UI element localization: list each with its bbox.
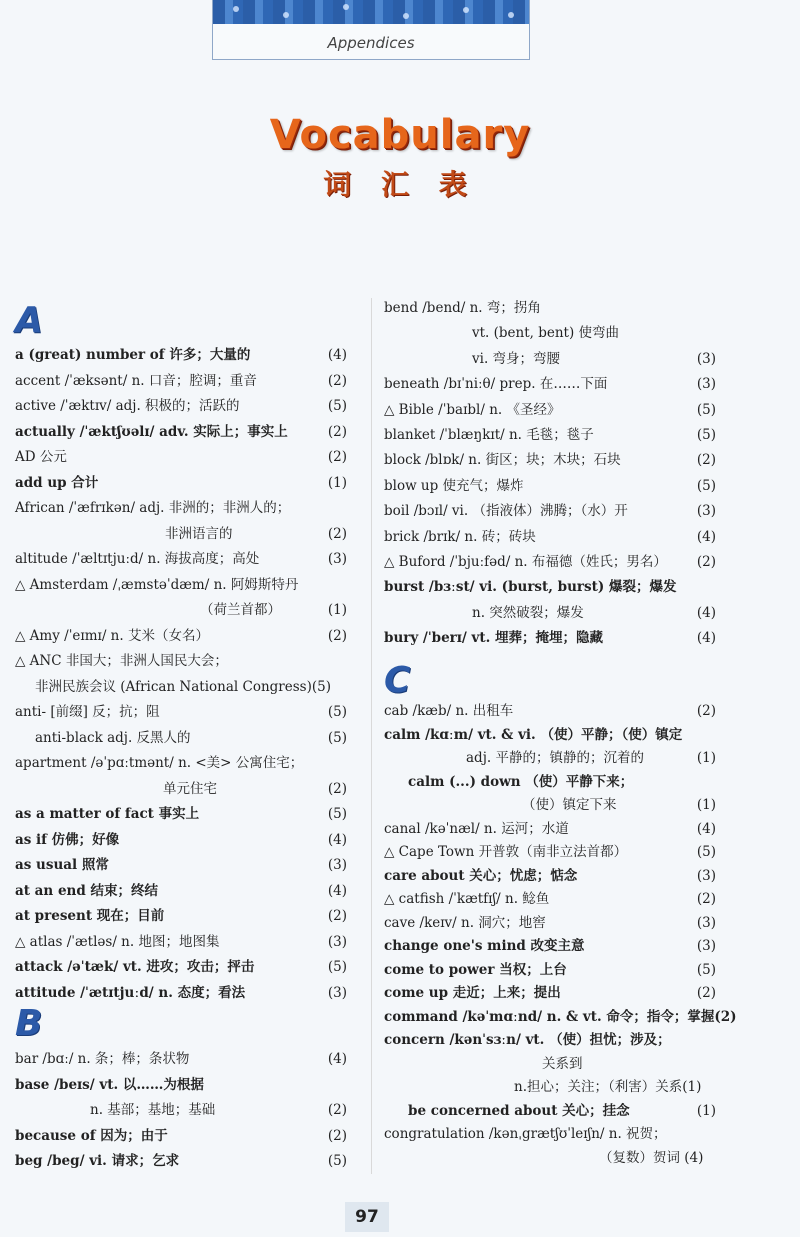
vocab-entry <box>384 1053 716 1075</box>
entry-text: bend /bend/ n. 弯；拐角 <box>384 300 541 316</box>
page-title: Vocabulary <box>269 112 531 158</box>
entry-text: a (great) number of 许多；大量的 <box>15 347 251 363</box>
vocab-entry <box>384 322 716 344</box>
entry-text: calm (...) down （使）平静下来； <box>408 773 634 790</box>
entry-unit-number: (4) <box>327 347 347 363</box>
vocab-entry <box>384 424 716 446</box>
entry-text: 非洲语言的 <box>165 525 233 542</box>
vocab-entry <box>384 888 716 910</box>
vocab-entry <box>15 880 347 902</box>
page-subtitle: 词 汇 表 <box>323 168 477 201</box>
vocab-entry <box>384 982 716 1004</box>
entry-text: African /ˈæfrɪkən/ adj. 非洲的；非洲人的； <box>15 500 291 516</box>
vocab-entry <box>15 497 347 519</box>
entry-unit-number: (3) <box>696 350 716 367</box>
vocab-entry <box>15 1099 347 1121</box>
vocab-entry <box>15 956 347 978</box>
entry-unit-number: (2) <box>327 780 347 797</box>
entry-unit-number: (2) <box>327 372 347 389</box>
vocab-entry <box>384 794 716 816</box>
entry-unit-number: (5) <box>327 729 347 746</box>
page-number: 97 <box>345 1202 389 1232</box>
entry-text: actually /ˈæktʃʊəlɪ/ adv. 实际上；事实上 <box>15 423 288 440</box>
entry-text: △ Bible /ˈbaɪbl/ n. 《圣经》 <box>384 401 561 418</box>
vocab-entry <box>15 446 347 468</box>
entry-text: at present 现在；目前 <box>15 908 165 924</box>
entry-unit-number: (1) <box>327 602 347 618</box>
entry-unit-number: (2) <box>696 554 716 570</box>
entry-text: △ Buford /ˈbjuːfəd/ n. 布福德（姓氏；男名） <box>384 554 667 570</box>
vocab-entry <box>15 395 347 417</box>
vocab-entry <box>15 650 347 672</box>
entry-text: n.担心；关注；（利害）关系(1) <box>514 1079 702 1095</box>
entry-unit-number: (4) <box>327 882 347 899</box>
entry-text: block /blɒk/ n. 街区；块；木块；石块 <box>384 452 621 469</box>
entry-unit-number: (4) <box>327 831 347 848</box>
entry-text: command /kəˈmɑːnd/ n. & vt. 命令；指令；掌握(2) <box>384 1008 737 1025</box>
vocab-entry <box>15 344 347 366</box>
entry-unit-number: (1) <box>696 797 716 813</box>
entry-unit-number: (5) <box>327 1153 347 1169</box>
entry-text: cave /keɪv/ n. 洞穴；地窖 <box>384 914 546 931</box>
entry-text: △ Cape Town 开普敦（南非立法首都） <box>384 844 628 860</box>
entry-text: base /beɪs/ vt. 以……为根据 <box>15 1076 204 1093</box>
vocab-entry <box>15 1150 347 1172</box>
column-divider <box>371 298 372 1174</box>
vocab-entry <box>384 551 716 573</box>
entry-unit-number: (3) <box>327 857 347 873</box>
entry-unit-number: (3) <box>696 867 716 884</box>
entry-text: accent /ˈæksənt/ n. 口音；腔调；重音 <box>15 372 257 389</box>
entry-unit-number: (4) <box>696 630 716 647</box>
vocab-entry <box>384 747 716 769</box>
entry-unit-number: (2) <box>696 985 716 1001</box>
vocab-entry <box>384 959 716 981</box>
entry-text: be concerned about 关心；挂念 <box>408 1102 630 1119</box>
vocab-entry <box>384 1006 737 1028</box>
entry-text: cab /kæb/ n. 出租车 <box>384 703 514 719</box>
entry-unit-number: (3) <box>696 503 716 520</box>
vocab-entry <box>15 905 347 927</box>
entry-text: come up 走近；上来；提出 <box>384 985 561 1001</box>
entry-unit-number: (5) <box>327 806 347 822</box>
entry-unit-number: (2) <box>696 891 716 907</box>
vocab-entry <box>384 1076 716 1098</box>
vocab-entry <box>384 373 716 395</box>
entry-unit-number: (3) <box>327 984 347 1001</box>
entry-unit-number: (5) <box>327 704 347 720</box>
vocab-entry <box>384 475 716 497</box>
vocab-entry <box>384 526 716 548</box>
bubble-decoration <box>283 12 289 18</box>
entry-text: blow up 使充气；爆炸 <box>384 477 524 494</box>
vocab-entry <box>15 931 347 953</box>
vocab-entry <box>15 701 347 723</box>
vocab-entry <box>384 449 716 471</box>
entry-text: altitude /ˈæltɪtjuːd/ n. 海拔高度；高处 <box>15 551 260 567</box>
vocab-entry <box>15 574 347 596</box>
entry-text: attitude /ˈætɪtjuːd/ n. 态度；看法 <box>15 984 246 1001</box>
vocab-entry <box>15 1074 347 1096</box>
vocab-entry <box>384 399 716 421</box>
entry-text: because of 因为；由于 <box>15 1127 168 1144</box>
entry-unit-number: (5) <box>327 959 347 975</box>
entry-unit-number: (5) <box>696 477 716 494</box>
entry-text: AD 公元 <box>15 449 67 465</box>
vocab-entry <box>15 676 347 698</box>
header-texture-band <box>213 0 529 24</box>
entry-text: brick /brɪk/ n. 砖；砖块 <box>384 528 536 545</box>
entry-text: vi. 弯身；弯腰 <box>472 350 561 367</box>
entry-unit-number: (2) <box>696 452 716 469</box>
entry-text: △ atlas /ˈætləs/ n. 地图；地图集 <box>15 933 220 950</box>
entry-text: active /ˈæktɪv/ adj. 积极的；活跃的 <box>15 398 240 414</box>
vocab-entry <box>384 627 716 649</box>
entry-unit-number: (3) <box>696 938 716 954</box>
vocab-entry <box>15 982 347 1004</box>
vocab-entry <box>15 625 347 647</box>
entry-text: △ ANC 非国大；非洲人国民大会； <box>15 653 228 669</box>
entry-text: calm /kɑːm/ vt. & vi. （使）平静；（使）镇定 <box>384 726 683 743</box>
vocab-entry <box>15 523 347 545</box>
vocab-entry <box>15 1048 347 1070</box>
entry-unit-number: (2) <box>327 423 347 440</box>
vocab-entry <box>384 700 716 722</box>
entry-unit-number: (4) <box>696 528 716 545</box>
entry-text: come to power 当权；上台 <box>384 961 567 978</box>
entry-text: n. 突然破裂；爆发 <box>472 604 584 621</box>
entry-text: beneath /bɪˈniːθ/ prep. 在……下面 <box>384 376 608 393</box>
vocab-entry <box>384 865 716 887</box>
entry-text: beg /beg/ vi. 请求；乞求 <box>15 1153 180 1169</box>
appendices-header-tab <box>212 0 530 60</box>
entry-text: △ Amsterdam /ˌæmstəˈdæm/ n. 阿姆斯特丹 <box>15 576 299 593</box>
entry-unit-number: (2) <box>327 627 347 644</box>
entry-unit-number: (5) <box>696 427 716 443</box>
entry-text: congratulation /kənˌgrætʃʊˈleɪʃn/ n. 祝贺； <box>384 1126 667 1142</box>
entry-text: care about 关心；忧虑；惦念 <box>384 867 578 884</box>
entry-unit-number: (3) <box>327 933 347 950</box>
entry-text: （复数）贺词 (4) <box>599 1149 704 1166</box>
vocab-entry <box>15 472 347 494</box>
bubble-decoration <box>233 6 239 12</box>
entry-text: add up 合计 <box>15 474 99 491</box>
bubble-decoration <box>463 7 469 13</box>
entry-text: △ Amy /ˈeɪmɪ/ n. 艾米（女名） <box>15 627 209 644</box>
bubble-decoration <box>508 12 514 18</box>
vocab-entry <box>15 421 347 443</box>
section-letter-a: A <box>15 300 43 341</box>
entry-text: canal /kəˈnæl/ n. 运河；水道 <box>384 820 569 837</box>
vocab-entry <box>15 829 347 851</box>
vocab-entry <box>15 727 347 749</box>
vocab-entry <box>384 1123 716 1145</box>
vocab-entry <box>384 1147 716 1169</box>
entry-text: apartment /əˈpɑːtmənt/ n. <美> 公寓住宅； <box>15 755 304 771</box>
entry-text: vt. (bent, bent) 使弯曲 <box>472 325 620 342</box>
entry-text: bury /ˈberɪ/ vt. 埋葬；掩埋；隐藏 <box>384 630 604 647</box>
bubble-decoration <box>343 4 349 10</box>
vocab-entry <box>15 548 347 570</box>
entry-text: anti-black adj. 反黑人的 <box>35 729 191 746</box>
entry-unit-number: (2) <box>327 908 347 924</box>
entry-text: adj. 平静的；镇静的；沉着的 <box>466 750 644 766</box>
vocab-entry <box>15 1125 347 1147</box>
entry-text: 非洲民族会议 (African National Congress)(5) <box>35 678 331 695</box>
vocab-entry <box>15 803 347 825</box>
entry-unit-number: (5) <box>327 398 347 414</box>
entry-unit-number: (4) <box>696 820 716 837</box>
entry-unit-number: (2) <box>327 449 347 465</box>
entry-unit-number: (4) <box>696 604 716 621</box>
entry-text: at an end 结束；终结 <box>15 882 158 899</box>
vocab-entry <box>384 841 716 863</box>
vocab-entry <box>15 854 347 876</box>
entry-unit-number: (1) <box>327 474 347 491</box>
vocab-entry <box>384 771 716 793</box>
entry-unit-number: (4) <box>327 1051 347 1067</box>
vocab-entry <box>384 724 716 746</box>
vocab-entry <box>384 348 716 370</box>
entry-unit-number: (3) <box>327 551 347 567</box>
entry-text: （使）镇定下来 <box>522 797 617 813</box>
section-letter-b: B <box>15 1003 43 1044</box>
entry-unit-number: (3) <box>696 914 716 931</box>
entry-text: △ catfish /ˈkætfɪʃ/ n. 鲶鱼 <box>384 891 550 907</box>
entry-text: boil /bɔɪl/ vi. （指液体）沸腾；（水）开 <box>384 503 628 520</box>
entry-text: burst /bɜːst/ vi. (burst, burst) 爆裂；爆发 <box>384 579 677 596</box>
entry-text: 单元住宅 <box>163 780 217 797</box>
entry-text: bar /bɑː/ n. 条；棒；条状物 <box>15 1051 190 1067</box>
entry-unit-number: (2) <box>327 1102 347 1118</box>
vocab-entry <box>384 1100 716 1122</box>
vocab-entry <box>384 576 716 598</box>
vocab-entry <box>15 599 347 621</box>
vocab-entry <box>384 297 716 319</box>
entry-text: as if 仿佛；好像 <box>15 831 120 848</box>
vocab-entry <box>384 602 716 624</box>
entry-text: attack /əˈtæk/ vt. 进攻；攻击；抨击 <box>15 959 255 975</box>
entry-text: blanket /ˈblæŋkɪt/ n. 毛毯；毯子 <box>384 427 594 443</box>
entry-text: concern /kənˈsɜːn/ vt. （使）担忧；涉及； <box>384 1032 671 1048</box>
vocab-entry <box>384 818 716 840</box>
entry-text: （荷兰首都） <box>200 602 281 618</box>
section-letter-c: C <box>384 660 411 701</box>
entry-unit-number: (2) <box>327 525 347 542</box>
entry-unit-number: (5) <box>696 844 716 860</box>
section-label: Appendices <box>327 34 415 52</box>
entry-unit-number: (5) <box>696 961 716 978</box>
vocab-entry <box>384 500 716 522</box>
vocab-entry <box>384 1029 716 1051</box>
bubble-decoration <box>403 13 409 19</box>
vocab-entry <box>15 370 347 392</box>
vocab-entry <box>384 912 716 934</box>
entry-text: anti- [前缀] 反；抗；阻 <box>15 704 160 720</box>
entry-unit-number: (1) <box>696 750 716 766</box>
vocab-entry <box>384 935 716 957</box>
entry-text: 关系到 <box>542 1055 583 1072</box>
entry-unit-number: (2) <box>696 703 716 719</box>
vocab-entry <box>15 752 347 774</box>
entry-unit-number: (5) <box>696 401 716 418</box>
vocab-entry <box>15 778 347 800</box>
entry-text: as a matter of fact 事实上 <box>15 806 200 822</box>
entry-text: as usual 照常 <box>15 857 109 873</box>
entry-text: change one's mind 改变主意 <box>384 938 585 954</box>
entry-unit-number: (1) <box>696 1102 716 1119</box>
entry-unit-number: (3) <box>696 376 716 393</box>
entry-text: n. 基部；基地；基础 <box>90 1102 216 1118</box>
entry-unit-number: (2) <box>327 1127 347 1144</box>
